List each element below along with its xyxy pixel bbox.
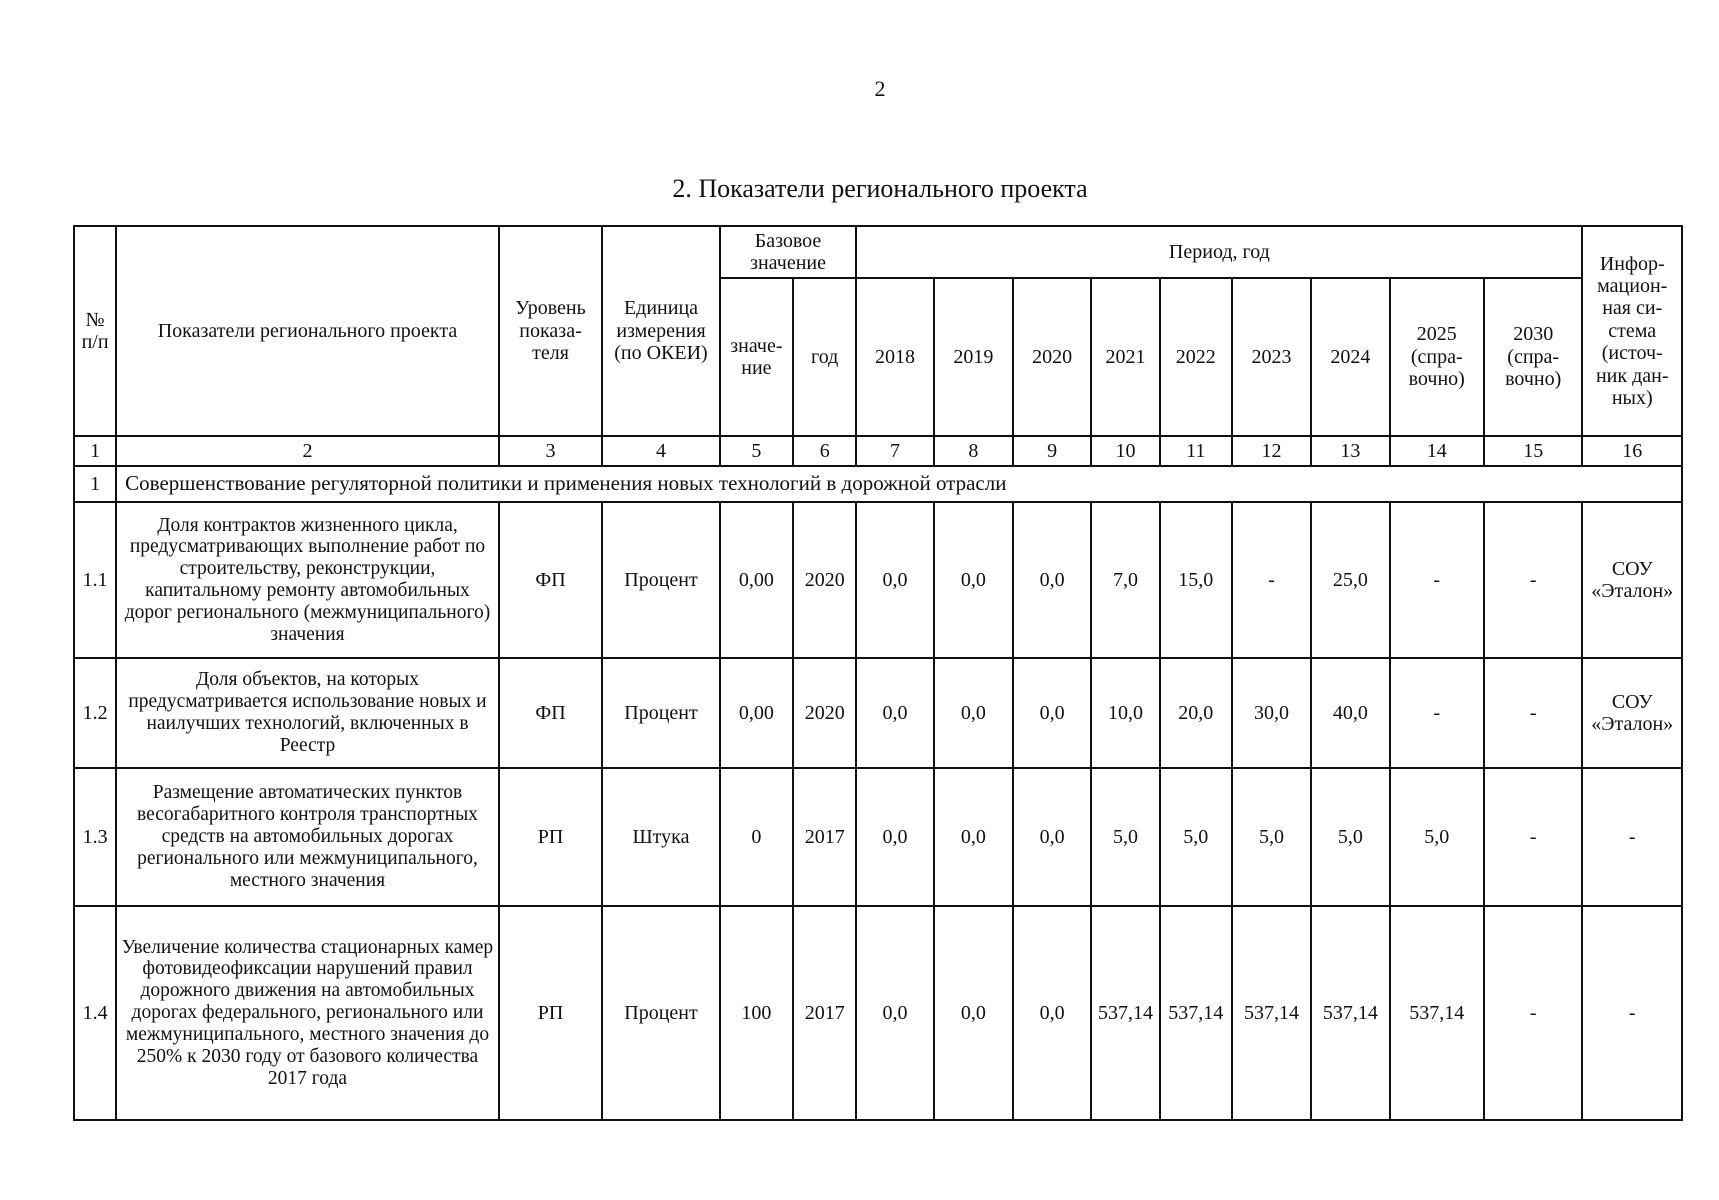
period-value: - xyxy=(1484,658,1583,768)
table-row xyxy=(74,906,1682,1120)
column-number: 12 xyxy=(1232,436,1311,466)
period-value: 537,14 xyxy=(1091,906,1159,1120)
header-year: 2024 xyxy=(1311,278,1389,436)
row-num: 1.4 xyxy=(74,906,116,1120)
column-number-row xyxy=(74,436,1682,466)
section-name: Совершенствование регуляторной политики и применения новых технологий в дорожной отрасли xyxy=(116,466,1682,502)
base-year: 2017 xyxy=(793,768,856,906)
header-year: 2019 xyxy=(934,278,1013,436)
column-number: 16 xyxy=(1582,436,1682,466)
column-number: 1 xyxy=(74,436,116,466)
period-value: 537,14 xyxy=(1311,906,1389,1120)
header-level: Уровень показа-теля xyxy=(499,226,602,436)
period-value: 0,0 xyxy=(934,768,1013,906)
row-num: 1.2 xyxy=(74,658,116,768)
header-year: 2021 xyxy=(1091,278,1159,436)
period-value: - xyxy=(1232,502,1311,658)
header-year: 2022 xyxy=(1160,278,1232,436)
period-value: 0,0 xyxy=(1013,906,1091,1120)
period-value: - xyxy=(1390,502,1484,658)
period-value: 5,0 xyxy=(1311,768,1389,906)
row-num: 1.1 xyxy=(74,502,116,658)
header-indicators: Показатели регионального проекта xyxy=(116,226,499,436)
indicator-name: Размещение автоматических пунктов весогабаритного контроля транспортных средств на автомобильных дорогах регионального или межмуниципального, местного значения xyxy=(116,768,499,906)
column-number: 14 xyxy=(1390,436,1484,466)
indicator-unit: Процент xyxy=(602,906,720,1120)
period-value: 20,0 xyxy=(1160,658,1232,768)
period-value: 5,0 xyxy=(1232,768,1311,906)
period-value: 0,0 xyxy=(934,502,1013,658)
period-value: 7,0 xyxy=(1091,502,1159,658)
column-number: 7 xyxy=(856,436,933,466)
header-year: 2018 xyxy=(856,278,933,436)
period-value: 15,0 xyxy=(1160,502,1232,658)
info-system: - xyxy=(1582,906,1682,1120)
table-row xyxy=(74,658,1682,768)
period-value: - xyxy=(1390,658,1484,768)
header-period: Период, год xyxy=(856,226,1582,278)
indicator-unit: Процент xyxy=(602,502,720,658)
period-value: 0,0 xyxy=(934,906,1013,1120)
period-value: - xyxy=(1484,906,1583,1120)
indicator-level: РП xyxy=(499,768,602,906)
header-year: 2025 (спра-вочно) xyxy=(1390,278,1484,436)
info-system: СОУ «Эталон» xyxy=(1582,502,1682,658)
indicator-name: Доля контрактов жизненного цикла, предусматривающих выполнение работ по строительству, реконструкции, капитальному ремонту автомобильных дорог регионального (межмуниципального) значения xyxy=(116,502,499,658)
base-year: 2017 xyxy=(793,906,856,1120)
column-number: 10 xyxy=(1091,436,1159,466)
period-value: 537,14 xyxy=(1390,906,1484,1120)
indicator-level: ФП xyxy=(499,502,602,658)
period-value: 0,0 xyxy=(1013,768,1091,906)
period-value: - xyxy=(1484,768,1583,906)
period-value: 10,0 xyxy=(1091,658,1159,768)
indicators-table xyxy=(73,225,1683,1121)
base-year: 2020 xyxy=(793,502,856,658)
header-base-year: год xyxy=(793,278,856,436)
header-year: 2023 xyxy=(1232,278,1311,436)
period-value: 5,0 xyxy=(1091,768,1159,906)
period-value: 0,0 xyxy=(934,658,1013,768)
table-row xyxy=(74,768,1682,906)
column-number: 9 xyxy=(1013,436,1091,466)
row-num: 1.3 xyxy=(74,768,116,906)
period-value: 0,0 xyxy=(856,906,933,1120)
indicator-unit: Процент xyxy=(602,658,720,768)
indicator-level: ФП xyxy=(499,658,602,768)
period-value: 25,0 xyxy=(1311,502,1389,658)
header-base: Базовое значение xyxy=(720,226,857,278)
period-value: - xyxy=(1484,502,1583,658)
period-value: 5,0 xyxy=(1390,768,1484,906)
base-year: 2020 xyxy=(793,658,856,768)
column-number: 5 xyxy=(720,436,793,466)
base-value: 100 xyxy=(720,906,793,1120)
base-value: 0,00 xyxy=(720,502,793,658)
column-number: 8 xyxy=(934,436,1013,466)
indicator-level: РП xyxy=(499,906,602,1120)
header-year: 2020 xyxy=(1013,278,1091,436)
period-value: 537,14 xyxy=(1232,906,1311,1120)
column-number: 15 xyxy=(1484,436,1583,466)
period-value: 30,0 xyxy=(1232,658,1311,768)
info-system: СОУ «Эталон» xyxy=(1582,658,1682,768)
period-value: 0,0 xyxy=(856,658,933,768)
period-value: 5,0 xyxy=(1160,768,1232,906)
header-info-system: Инфор-мацион-ная си-стема (источ-ник дан-ных) xyxy=(1582,226,1682,436)
period-value: 0,0 xyxy=(856,768,933,906)
column-number: 13 xyxy=(1311,436,1389,466)
section-num: 1 xyxy=(74,466,116,502)
header-unit: Единица измерения (по ОКЕИ) xyxy=(602,226,720,436)
base-value: 0 xyxy=(720,768,793,906)
base-value: 0,00 xyxy=(720,658,793,768)
column-number: 11 xyxy=(1160,436,1232,466)
section-row xyxy=(74,466,1682,502)
column-number: 2 xyxy=(116,436,499,466)
header-year: 2030 (спра-вочно) xyxy=(1484,278,1583,436)
column-number: 6 xyxy=(793,436,856,466)
section-title: 2. Показатели регионального проекта xyxy=(672,174,1088,203)
indicator-unit: Штука xyxy=(602,768,720,906)
table-row xyxy=(74,502,1682,658)
indicator-name: Доля объектов, на которых предусматривается использование новых и наилучших технологий, включенных в Реестр xyxy=(116,658,499,768)
period-value: 40,0 xyxy=(1311,658,1389,768)
indicator-name: Увеличение количества стационарных камер фотовидеофиксации нарушений правил дорожного движения на автомобильных дорогах федерального, регионального или межмуниципального, местного значения до 250% к 2030 году от базового количества 2017 года xyxy=(116,906,499,1120)
column-number: 3 xyxy=(499,436,602,466)
period-value: 0,0 xyxy=(1013,502,1091,658)
period-value: 0,0 xyxy=(856,502,933,658)
column-number: 4 xyxy=(602,436,720,466)
header-num: № п/п xyxy=(74,226,116,436)
page-number: 2 xyxy=(874,76,886,101)
period-value: 537,14 xyxy=(1160,906,1232,1120)
info-system: - xyxy=(1582,768,1682,906)
header-base-value: значе-ние xyxy=(720,278,793,436)
period-value: 0,0 xyxy=(1013,658,1091,768)
